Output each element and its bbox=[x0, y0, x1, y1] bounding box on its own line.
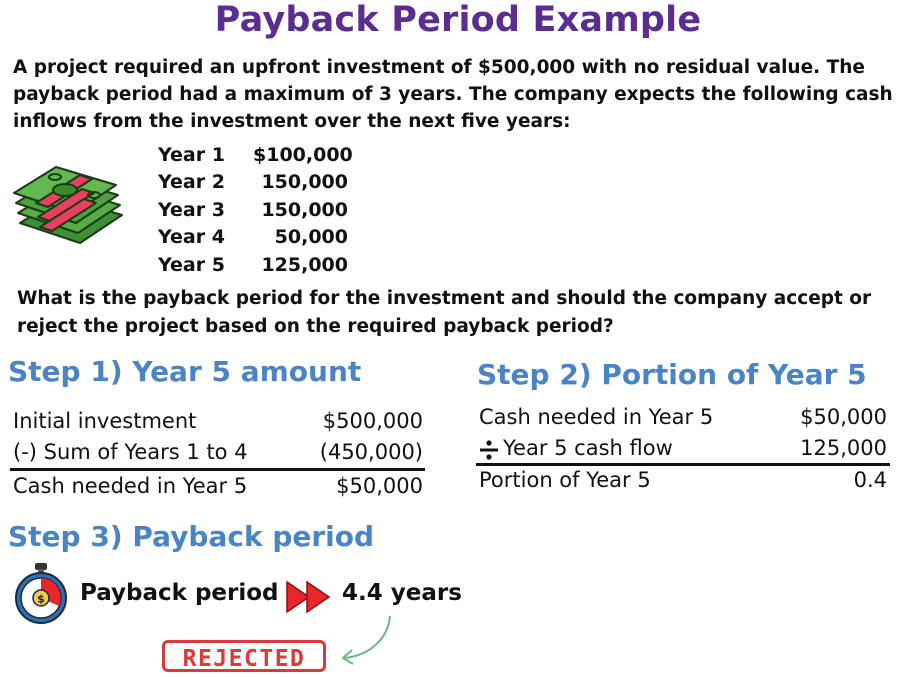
division-icon bbox=[478, 438, 500, 462]
money-stack-icon bbox=[10, 165, 128, 255]
step2-value: 125,000 bbox=[800, 436, 887, 460]
cash-flow-row bbox=[158, 252, 348, 279]
rejected-stamp: REJECTED bbox=[162, 640, 326, 672]
step1-divider bbox=[10, 468, 425, 471]
curved-arrow-icon bbox=[338, 612, 398, 666]
intro-paragraph: A project required an upfront investment of $500,000 with no residual value. The payback period had a maximum of 3 years. The company expects the following cash inflows from the investment over the next five years: bbox=[13, 57, 893, 132]
cash-flow-amount: $100,000 bbox=[253, 144, 353, 166]
step2-value: 0.4 bbox=[853, 468, 887, 492]
cash-flow-row bbox=[158, 224, 348, 251]
step1-value: (450,000) bbox=[319, 440, 423, 464]
step1-label: Initial investment bbox=[13, 409, 197, 433]
step2-heading: Step 2) Portion of Year 5 bbox=[477, 358, 867, 391]
cash-flow-row bbox=[158, 169, 348, 196]
cash-flow-year: Year 1 bbox=[158, 144, 225, 166]
step2-value: $50,000 bbox=[800, 405, 887, 429]
step2-row-needed bbox=[479, 405, 887, 429]
step1-label: (-) Sum of Years 1 to 4 bbox=[13, 440, 248, 464]
cash-flow-list bbox=[158, 142, 353, 279]
payback-value: 4.4 years bbox=[342, 580, 462, 606]
step1-value: $50,000 bbox=[336, 474, 423, 498]
cash-flow-amount: 150,000 bbox=[261, 171, 348, 194]
step1-label: Cash needed in Year 5 bbox=[13, 474, 248, 498]
step1-row-sum bbox=[13, 440, 423, 464]
question-paragraph: What is the payback period for the investment and should the company accept or reject the project based on the required payback period? bbox=[17, 288, 872, 337]
double-arrow-icon bbox=[285, 580, 333, 614]
payback-label: Payback period bbox=[80, 580, 279, 606]
step2-row-result bbox=[479, 468, 887, 492]
step2-label: Year 5 cash flow bbox=[503, 436, 673, 460]
cash-flow-year: Year 3 bbox=[158, 198, 225, 221]
step1-value: $500,000 bbox=[322, 409, 423, 433]
page-title: Payback Period Example bbox=[214, 0, 702, 40]
step1-row-initial bbox=[13, 409, 423, 433]
step1-heading: Step 1) Year 5 amount bbox=[8, 355, 362, 388]
cash-flow-row bbox=[158, 142, 353, 169]
step2-label: Cash needed in Year 5 bbox=[479, 405, 714, 429]
step3-heading: Step 3) Payback period bbox=[8, 520, 375, 553]
step1-row-result bbox=[13, 474, 423, 498]
cash-flow-row bbox=[158, 197, 348, 224]
step2-row-cashflow bbox=[503, 436, 887, 460]
svg-text:$: $ bbox=[37, 592, 45, 606]
stopwatch-icon bbox=[14, 562, 68, 624]
cash-flow-amount: 50,000 bbox=[274, 226, 348, 249]
cash-flow-year: Year 5 bbox=[158, 253, 225, 276]
cash-flow-year: Year 4 bbox=[158, 226, 225, 249]
cash-flow-amount: 125,000 bbox=[261, 253, 348, 276]
cash-flow-year: Year 2 bbox=[158, 171, 225, 194]
step2-label: Portion of Year 5 bbox=[479, 468, 651, 492]
cash-flow-amount: 150,000 bbox=[261, 198, 348, 221]
step2-divider bbox=[476, 463, 890, 466]
